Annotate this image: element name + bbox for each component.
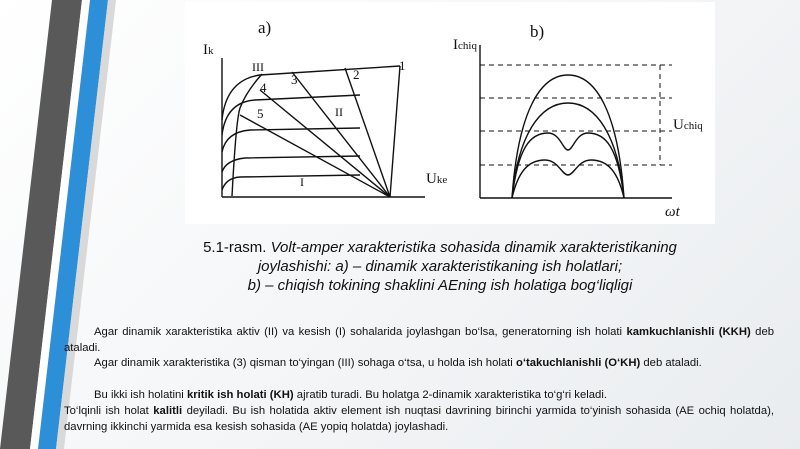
region-label-oversaturation: III xyxy=(252,60,264,74)
caption-text-3: b) – chiqish tokining shaklini AEning ish holatiga bog‘liqligi xyxy=(247,277,633,294)
caption-prefix: 5.1-rasm. xyxy=(203,239,267,256)
p2-bold: o‘takuchlanishli (O‘KH) xyxy=(515,357,641,369)
p2-text-b: deb ataladi. xyxy=(643,357,702,369)
figure-caption-line-2 xyxy=(150,257,730,276)
figure-caption-line-1 xyxy=(150,238,730,257)
panel-b-x-label: ωt xyxy=(665,204,680,220)
p4-bold: kalitli xyxy=(153,405,183,417)
p1-text-b: deb ataladi. xyxy=(64,326,775,354)
p1-bold: kamkuchlanishli (KKH) xyxy=(626,326,751,338)
p4-text-a: To‘lqinli ish holat xyxy=(64,405,149,417)
curve-label-2: 2 xyxy=(353,67,360,82)
panel-a-y-label: Ik xyxy=(203,42,214,58)
p3-bold: kritik ish holati (KH) xyxy=(186,389,294,401)
panel-a-tag: a) xyxy=(258,18,272,37)
panel-b-tag: b) xyxy=(530,22,545,41)
figure-caption-line-3 xyxy=(150,276,730,295)
p1-text-a: Agar dinamik xarakteristika aktiv (II) va kesish (I) sohalarida joylashgan bo‘lsa, generatorning ish holati xyxy=(94,326,623,338)
region-label-active: I xyxy=(300,175,304,189)
paragraph-1 xyxy=(64,325,774,356)
curve-label-4: 4 xyxy=(260,80,267,95)
paragraph-2 xyxy=(64,356,774,372)
paragraph-3 xyxy=(94,388,774,404)
p2-text-a: Agar dinamik xarakteristika (3) qisman to‘yingan (III) sohaga o‘tsa, u holda ish holati xyxy=(94,357,513,369)
p4-text-b: deyiladi. Bu ish holatida aktiv element ish nuqtasi davrining birinchi yarmida to‘yinish sohasida (AE ochiq holatda), davrning ikkinchi yarmida esa kesish sohasida (AE yopiq holatda) joylashadi. xyxy=(64,405,775,433)
curve-label-3: 3 xyxy=(291,72,298,87)
panel-b-y-label: Ichiq xyxy=(453,37,477,53)
panel-a-x-label: Uke xyxy=(426,171,448,187)
region-label-saturation: II xyxy=(335,105,343,119)
caption-text-2: joylashishi: a) – dinamik xarakteristikaning ish holatlari; xyxy=(257,258,623,275)
curve-label-5: 5 xyxy=(257,106,264,121)
p3-text-a: Bu ikki ish holatini xyxy=(94,389,184,401)
panel-b-right-label: Uchiq xyxy=(673,117,703,133)
caption-text-1: Volt-amper xarakteristika sohasida dinamik xarakteristikaning xyxy=(270,239,677,256)
p3-text-b: ajratib turadi. Bu holatga 2-dinamik xarakteristika to‘g‘ri keladi. xyxy=(296,389,607,401)
paragraph-4 xyxy=(64,404,774,435)
curve-label-1: 1 xyxy=(399,58,406,73)
